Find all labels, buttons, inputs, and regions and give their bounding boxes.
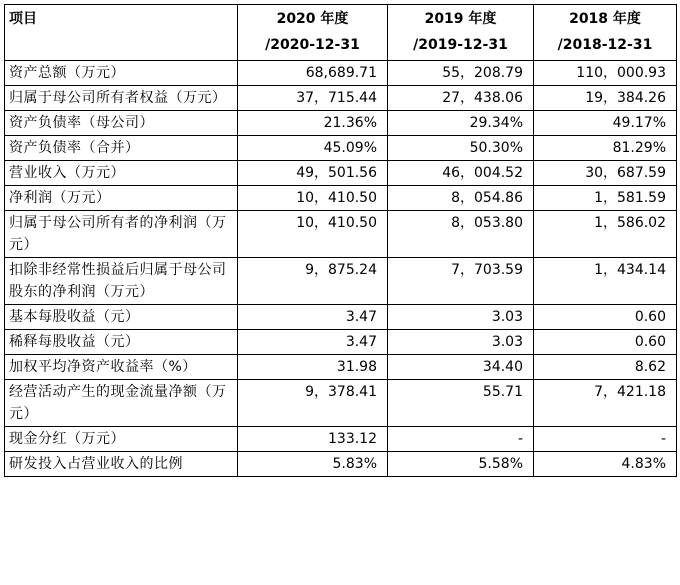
header-item: 项目	[5, 5, 238, 61]
table-row	[5, 111, 677, 136]
value-2020: 45.09%	[238, 136, 388, 161]
table-row	[5, 61, 677, 86]
value-2018: 8.62	[534, 355, 677, 380]
value-2019: 34.40	[388, 355, 534, 380]
header-2018-year: 2018 年度	[569, 11, 641, 27]
header-2020	[238, 5, 388, 61]
header-2019	[388, 5, 534, 61]
row-label: 归属于母公司所有者的净利润（万元）	[5, 211, 238, 258]
value-2018: 0.60	[534, 305, 677, 330]
header-2019-year: 2019 年度	[424, 11, 497, 27]
value-2019: 27，438.06	[388, 86, 534, 111]
row-label: 经营活动产生的现金流量净额（万元）	[5, 380, 238, 427]
table-row	[5, 355, 677, 380]
value-2020: 10，410.50	[238, 186, 388, 211]
header-2020-date: /2020-12-31	[265, 37, 360, 53]
row-label: 资产总额（万元）	[5, 61, 238, 86]
row-label: 资产负债率（母公司）	[5, 111, 238, 136]
value-2019: 55，208.79	[388, 61, 534, 86]
value-2018: 110，000.93	[534, 61, 677, 86]
header-2020-year: 2020 年度	[276, 11, 349, 27]
table-row	[5, 305, 677, 330]
value-2020: 10，410.50	[238, 211, 388, 258]
value-2018: 81.29%	[534, 136, 677, 161]
value-2020: 68,689.71	[238, 61, 388, 86]
row-label: 资产负债率（合并）	[5, 136, 238, 161]
row-label: 扣除非经常性损益后归属于母公司股东的净利润（万元）	[5, 258, 238, 305]
row-label: 现金分红（万元）	[5, 427, 238, 452]
value-2019: 46，004.52	[388, 161, 534, 186]
value-2018: 1，581.59	[534, 186, 677, 211]
value-2020: 49，501.56	[238, 161, 388, 186]
value-2019: 8，054.86	[388, 186, 534, 211]
row-label: 基本每股收益（元）	[5, 305, 238, 330]
value-2020: 37，715.44	[238, 86, 388, 111]
value-2018: 19，384.26	[534, 86, 677, 111]
row-label: 净利润（万元）	[5, 186, 238, 211]
table-row	[5, 86, 677, 111]
value-2018: 49.17%	[534, 111, 677, 136]
header-2018-date: /2018-12-31	[557, 37, 653, 53]
header-2018	[534, 5, 677, 61]
table-row	[5, 186, 677, 211]
value-2020: 5.83%	[238, 452, 388, 477]
value-2020: 133.12	[238, 427, 388, 452]
table-row	[5, 258, 677, 305]
value-2020: 31.98	[238, 355, 388, 380]
value-2019: 50.30%	[388, 136, 534, 161]
value-2019: 7，703.59	[388, 258, 534, 305]
table-row	[5, 161, 677, 186]
row-label: 稀释每股收益（元）	[5, 330, 238, 355]
value-2020: 21.36%	[238, 111, 388, 136]
table-row	[5, 427, 677, 452]
financial-summary-table	[4, 4, 677, 477]
value-2018: 7，421.18	[534, 380, 677, 427]
value-2019: 29.34%	[388, 111, 534, 136]
value-2019: 55.71	[388, 380, 534, 427]
value-2019: 8，053.80	[388, 211, 534, 258]
value-2018: 1，586.02	[534, 211, 677, 258]
table-row	[5, 136, 677, 161]
value-2020: 9，875.24	[238, 258, 388, 305]
table-row	[5, 330, 677, 355]
table-header-row	[5, 5, 677, 61]
row-label: 研发投入占营业收入的比例	[5, 452, 238, 477]
table-row	[5, 211, 677, 258]
value-2019: -	[388, 427, 534, 452]
value-2018: -	[534, 427, 677, 452]
value-2018: 30，687.59	[534, 161, 677, 186]
table-row	[5, 452, 677, 477]
value-2020: 9，378.41	[238, 380, 388, 427]
row-label: 加权平均净资产收益率（%）	[5, 355, 238, 380]
value-2020: 3.47	[238, 330, 388, 355]
row-label: 营业收入（万元）	[5, 161, 238, 186]
value-2019: 3.03	[388, 305, 534, 330]
row-label: 归属于母公司所有者权益（万元）	[5, 86, 238, 111]
table-row	[5, 380, 677, 427]
value-2018: 0.60	[534, 330, 677, 355]
value-2019: 5.58%	[388, 452, 534, 477]
value-2018: 4.83%	[534, 452, 677, 477]
value-2019: 3.03	[388, 330, 534, 355]
value-2018: 1，434.14	[534, 258, 677, 305]
header-2019-date: /2019-12-31	[413, 37, 508, 53]
value-2020: 3.47	[238, 305, 388, 330]
